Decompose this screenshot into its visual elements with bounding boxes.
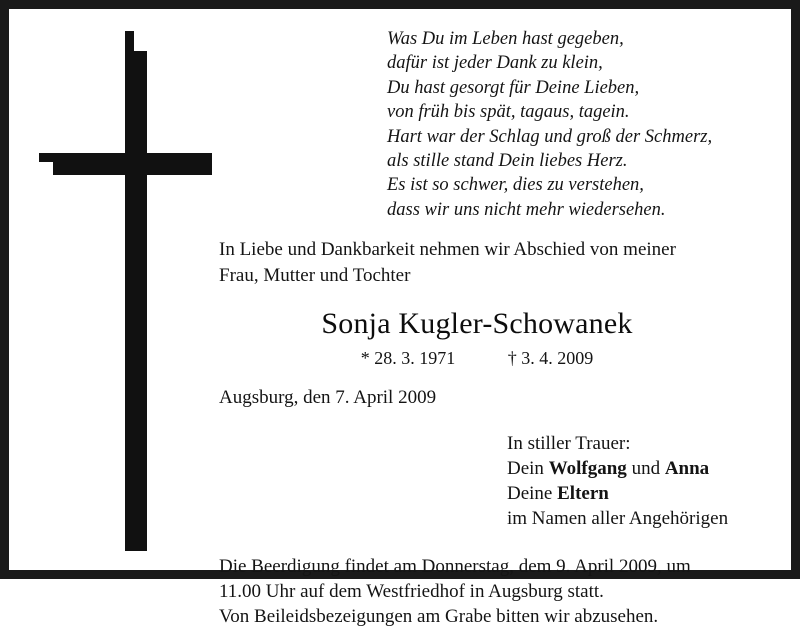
deceased-name: Sonja Kugler-Schowanek <box>321 306 633 340</box>
cross-vertical-thin-bar <box>125 31 134 551</box>
mourner-name-anna: Anna <box>664 457 710 479</box>
mourners-line-partner <box>507 456 775 481</box>
death-date: † 3. 4. 2009 <box>507 347 594 368</box>
mourners-block <box>507 431 775 532</box>
funeral-details <box>219 554 775 629</box>
notice-content <box>219 27 775 629</box>
poem-line: Es ist so schwer, dies zu verstehen, <box>387 175 644 196</box>
poem-line: Was Du im Leben hast gegeben, <box>387 29 624 49</box>
mourners-prefix-parents: Deine <box>507 483 558 505</box>
mourners-prefix: Dein <box>507 457 549 479</box>
intro-line: In Liebe und Dankbarkeit nehmen wir Abschied von meiner <box>219 239 676 261</box>
life-dates <box>219 348 735 369</box>
memorial-poem <box>387 27 775 222</box>
mourner-name-eltern: Eltern <box>557 483 609 505</box>
cross-icon <box>37 29 217 559</box>
funeral-line: 11.00 Uhr auf dem Westfriedhof in Augsburg statt. <box>219 580 604 602</box>
funeral-line: Von Beileidsbezeigungen am Grabe bitten wir abzusehen. <box>219 606 659 628</box>
poem-line: von früh bis spät, tagaus, tagein. <box>387 102 630 123</box>
funeral-line: Die Beerdigung findet am Donnerstag, dem 9. April 2009, um <box>219 555 691 577</box>
poem-line: dass wir uns nicht mehr wiedersehen. <box>387 199 666 220</box>
poem-line: dafür ist jeder Dank zu klein, <box>387 53 603 74</box>
notice-inner <box>9 9 791 628</box>
cross-horizontal-thin-bar <box>39 153 212 162</box>
place-and-date: Augsburg, den 7. April 2009 <box>219 386 437 408</box>
birth-date: * 28. 3. 1971 <box>360 347 456 368</box>
mourners-line-relatives: im Namen aller Angehörigen <box>507 508 729 530</box>
farewell-intro <box>219 237 775 288</box>
mourners-conjunction: und <box>626 457 665 479</box>
poem-line: Du hast gesorgt für Deine Lieben, <box>387 77 640 98</box>
poem-line: als stille stand Dein liebes Herz. <box>387 151 628 172</box>
cross-vertical-thick-bar <box>134 51 147 551</box>
mourners-line-parents <box>507 481 775 506</box>
mourners-heading: In stiller Trauer: <box>507 432 631 454</box>
intro-line: Frau, Mutter und Tochter <box>219 264 411 286</box>
poem-line: Hart war der Schlag und groß der Schmerz, <box>387 126 713 147</box>
cross-horizontal-thick-bar <box>53 162 212 175</box>
mourner-name-wolfgang: Wolfgang <box>548 457 627 479</box>
